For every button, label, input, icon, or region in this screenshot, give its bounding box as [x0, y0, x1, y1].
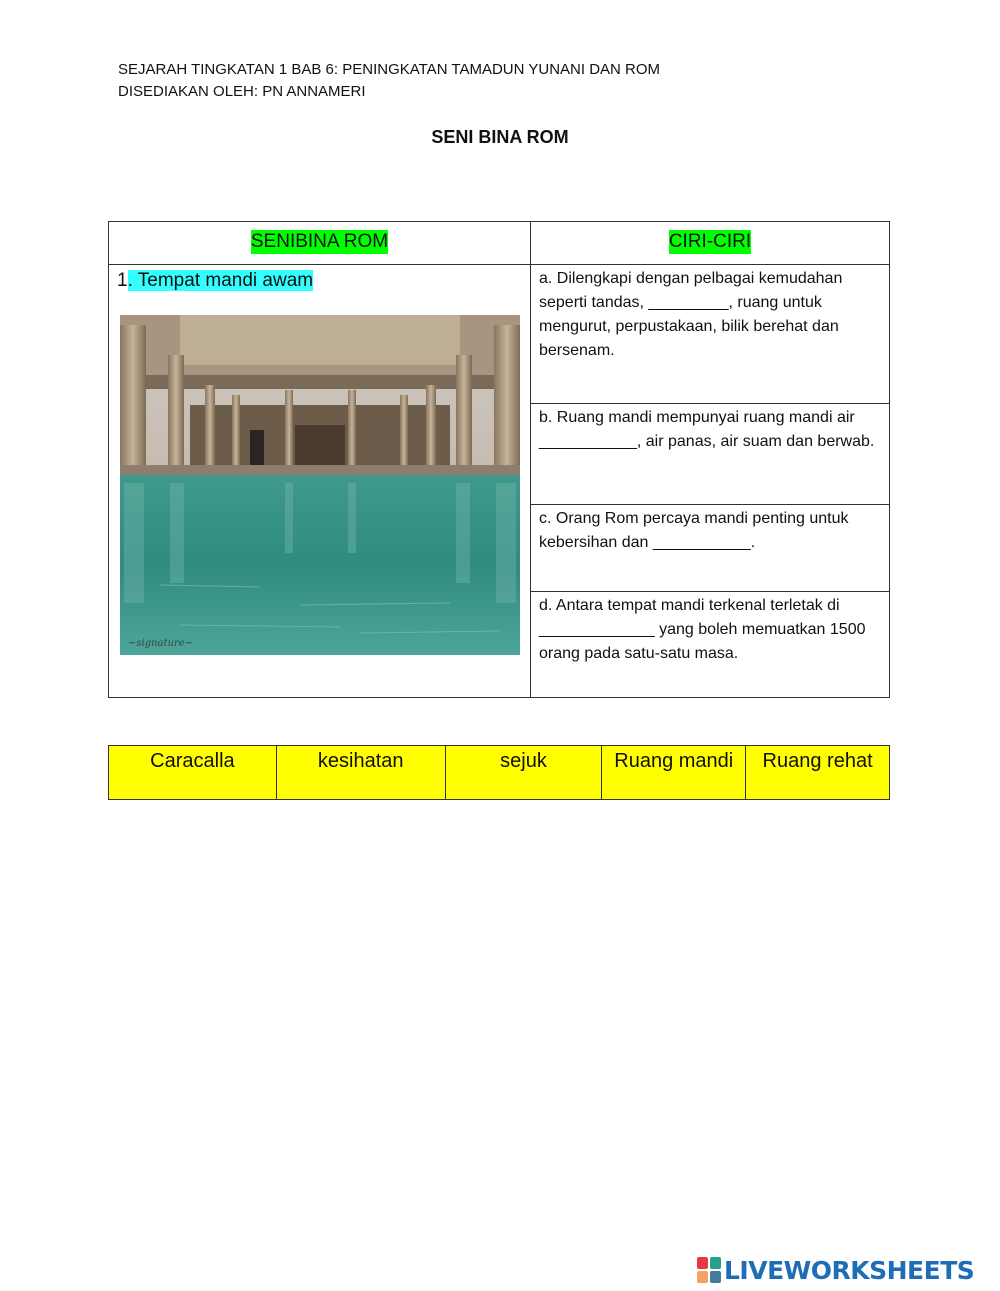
liveworksheets-logo: [697, 1255, 993, 1285]
word-bank-item[interactable]: sejuk: [445, 746, 602, 800]
column-header-features: CIRI-CIRI: [531, 222, 890, 265]
word-bank-item[interactable]: kesihatan: [276, 746, 445, 800]
page-title: SENI BINA ROM: [431, 127, 569, 147]
column-header-architecture: SENIBINA ROM: [109, 222, 531, 265]
word-bank-row: [109, 746, 890, 800]
logo-text: LIVEWORKSHEETS: [724, 1255, 975, 1285]
criterion-d[interactable]: d. Antara tempat mandi terkenal terletak di _____________ yang boleh memuatkan 1500 orang pada satu-satu masa.: [539, 597, 866, 662]
worksheet-subject-line: SEJARAH TINGKATAN 1 BAB 6: PENINGKATAN TAMADUN YUNANI DAN ROM: [118, 61, 661, 78]
photo-signature: ~signature~: [128, 638, 194, 649]
item-title: 1. Tempat mandi awam: [117, 270, 314, 291]
architecture-table: [108, 221, 890, 698]
table-header-row: [109, 222, 890, 265]
table-row: [109, 265, 890, 698]
word-bank-item[interactable]: Ruang mandi: [602, 746, 746, 800]
criterion-c[interactable]: c. Orang Rom percaya mandi penting untuk kebersihan dan ___________.: [531, 505, 889, 592]
logo-mark-icon: [697, 1257, 721, 1283]
criterion-b[interactable]: b. Ruang mandi mempunyai ruang mandi air ___________, air panas, air suam dan berwab.: [531, 404, 889, 505]
word-bank-item[interactable]: Ruang rehat: [746, 746, 890, 800]
criterion-a[interactable]: a. Dilengkapi dengan pelbagai kemudahan seperti tandas, _________, ruang untuk mengurut, perpustakaan, bilik berehat dan bersenam.: [531, 265, 889, 404]
roman-bath-photo: [120, 315, 520, 655]
features-cell: [531, 265, 890, 698]
word-bank: [108, 745, 890, 800]
worksheet-author-line: DISEDIAKAN OLEH: PN ANNAMERI: [118, 83, 366, 100]
word-bank-item[interactable]: Caracalla: [109, 746, 277, 800]
architecture-cell: [109, 265, 531, 698]
